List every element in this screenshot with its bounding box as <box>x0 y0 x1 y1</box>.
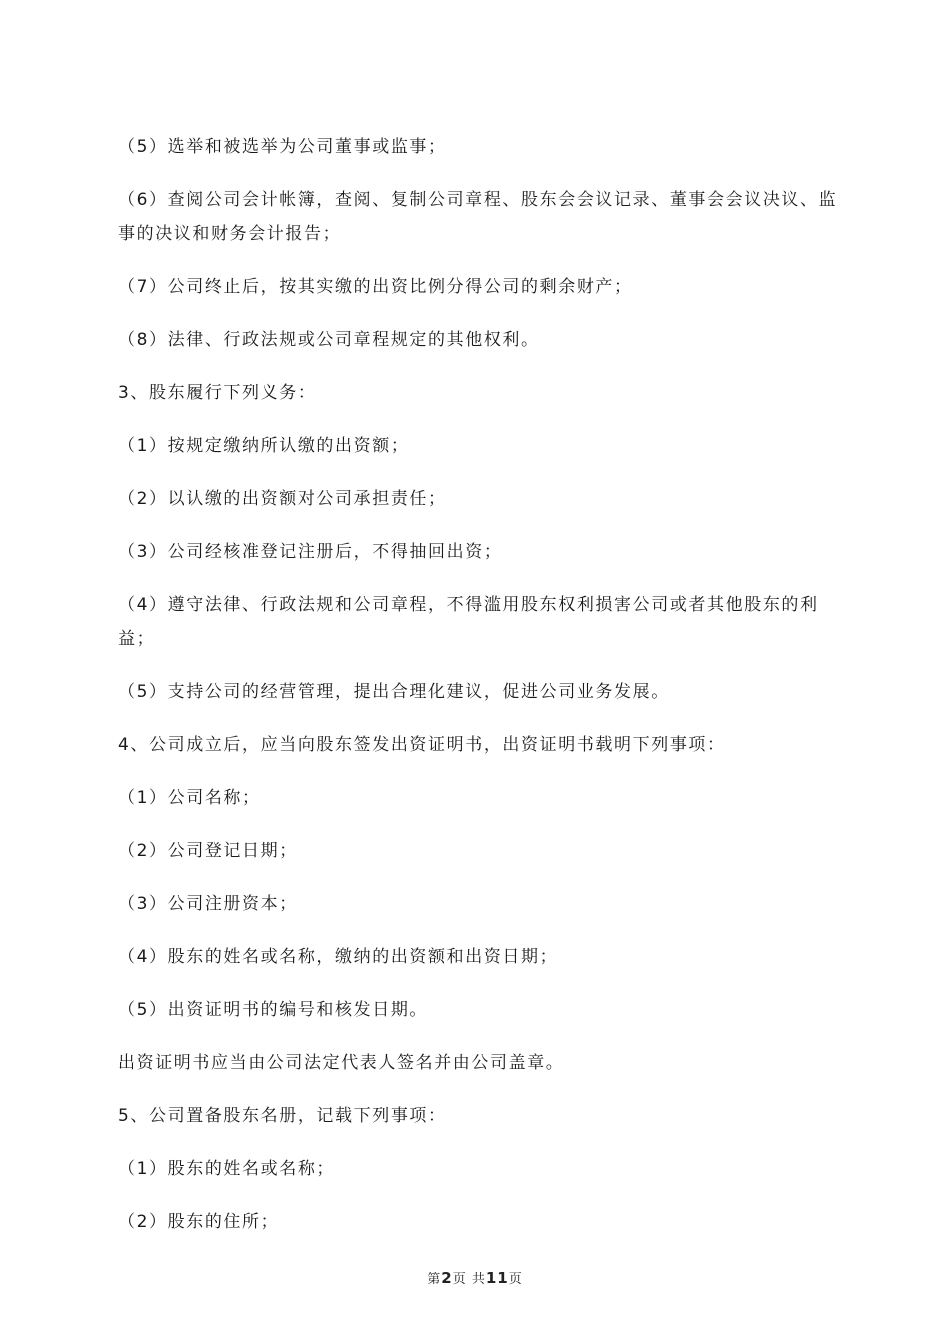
paragraph: （4）股东的姓名或名称，缴纳的出资额和出资日期； <box>118 947 559 967</box>
paragraph: （3）公司注册资本； <box>118 894 298 914</box>
total-page-number: 11 <box>485 1269 509 1287</box>
paragraph: （1）公司名称； <box>118 788 261 808</box>
paragraph: （4）遵守法律、行政法规和公司章程，不得滥用股东权利损害公司或者其他股东的利益； <box>118 595 819 649</box>
paragraph: （2）以认缴的出资额对公司承担责任； <box>118 489 447 509</box>
paragraph: （2）公司登记日期； <box>118 841 298 861</box>
section-heading: 3、股东履行下列义务： <box>118 383 317 403</box>
paragraph: （3）公司经核准登记注册后，不得抽回出资； <box>118 542 503 562</box>
current-page-number: 2 <box>441 1269 453 1287</box>
paragraph: （5）选举和被选举为公司董事或监事； <box>118 137 447 157</box>
paragraph: （2）股东的住所； <box>118 1212 280 1232</box>
paragraph: （5）支持公司的经营管理，提出合理化建议，促进公司业务发展。 <box>118 682 670 702</box>
paragraph: （1）按规定缴纳所认缴的出资额； <box>118 436 410 456</box>
page-footer <box>0 1268 950 1287</box>
document-body <box>118 130 838 1239</box>
paragraph: 出资证明书应当由公司法定代表人签名并由公司盖章。 <box>118 1053 565 1073</box>
section-heading: 4、公司成立后，应当向股东签发出资证明书，出资证明书载明下列事项： <box>118 735 726 755</box>
paragraph: （5）出资证明书的编号和核发日期。 <box>118 1000 429 1020</box>
paragraph: （7）公司终止后，按其实缴的出资比例分得公司的剩余财产； <box>118 277 633 297</box>
section-heading: 5、公司置备股东名册，记载下列事项： <box>118 1106 447 1126</box>
paragraph: （1）股东的姓名或名称； <box>118 1159 336 1179</box>
footer-suffix: 页 <box>508 1272 523 1287</box>
footer-middle: 页 共 <box>452 1272 486 1287</box>
paragraph: （6）查阅公司会计帐簿，查阅、复制公司章程、股东会会议记录、董事会会议决议、监事的决议和财务会计报告； <box>118 190 838 244</box>
footer-prefix: 第 <box>427 1272 442 1287</box>
paragraph: （8）法律、行政法规或公司章程规定的其他权利。 <box>118 330 540 350</box>
